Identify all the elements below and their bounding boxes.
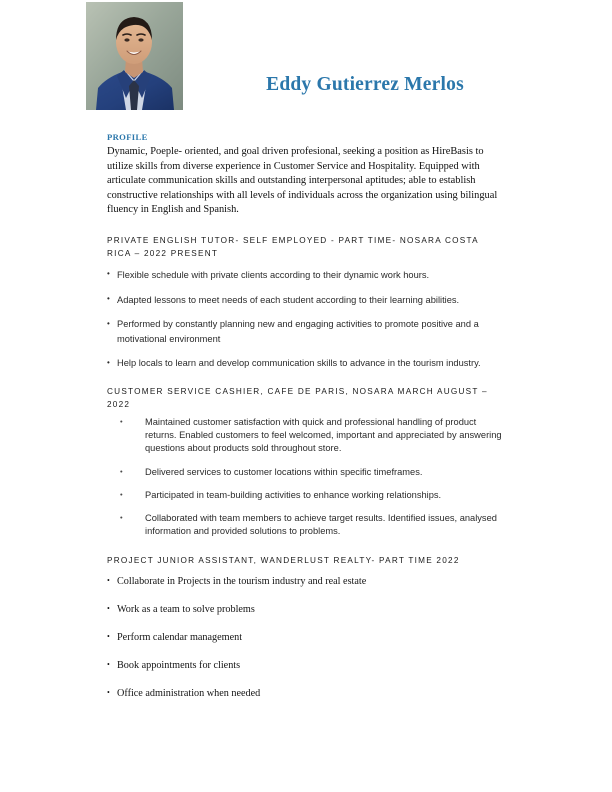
list-item: • Delivered services to customer locations within specific timeframes. [107,466,505,479]
list-item: • Perform calendar management [107,631,505,644]
list-item: • Work as a team to solve problems [107,603,505,616]
list-item: • Maintained customer satisfaction with quick and professional handling of product returns. Enabled customers to feel welcomed, important and appreciated by answering questions about products sold throughout store. [107,416,505,456]
section-heading-profile: PROFILE [107,132,148,142]
list-item: • Adapted lessons to meet needs of each student according to their learning abilities. [107,293,505,308]
resume-header [0,0,612,118]
job-heading-3: PROJECT JUNIOR ASSISTANT, WANDERLUST REALTY- PART TIME 2022 [107,556,460,566]
page-title: Eddy Gutierrez Merlos [266,74,464,95]
list-item: • Flexible schedule with private clients according to their dynamic work hours. [107,268,505,283]
list-item: • Collaborated with team members to achieve target results. Identified issues, analysed information and provided solutions to problems. [107,512,505,538]
portrait-photo [86,2,183,110]
job-bullets-1 [107,268,505,371]
job-bullets-3 [107,575,505,700]
list-item: • Help locals to learn and develop communication skills to advance in the tourism industry. [107,356,505,371]
job-heading-1: PRIVATE ENGLISH TUTOR- SELF EMPLOYED - PART TIME- NOSARA COSTA RICA – 2022 PRESENT [107,235,479,259]
job-bullets-2 [107,416,505,538]
profile-summary-text: Dynamic, Poeple- oriented, and goal driven profesional, seeking a position as HireBasis to utilize skills from diverse experience in Customer Service and Hospitality. Equipped with articulate communication skills and outstanding interpersonal aptitudes; able to establish constructive relationships with all levels of individuals across the organization using bilingual fluency in English and Spanish. [107,146,498,216]
list-item: • Participated in team-building activities to enhance working relationships. [107,489,505,502]
list-item: • Performed by constantly planning new and engaging activities to promote positive and a motivational environment [107,317,505,346]
resume-body [107,132,505,715]
list-item: • Office administration when needed [107,687,505,700]
job-heading-2: CUSTOMER SERVICE CASHIER, CAFE DE PARIS, NOSARA MARCH AUGUST – 2022 [107,386,488,410]
list-item: • Book appointments for clients [107,659,505,672]
list-item: • Collaborate in Projects in the tourism industry and real estate [107,575,505,588]
portrait-photo-graphic [86,2,183,110]
